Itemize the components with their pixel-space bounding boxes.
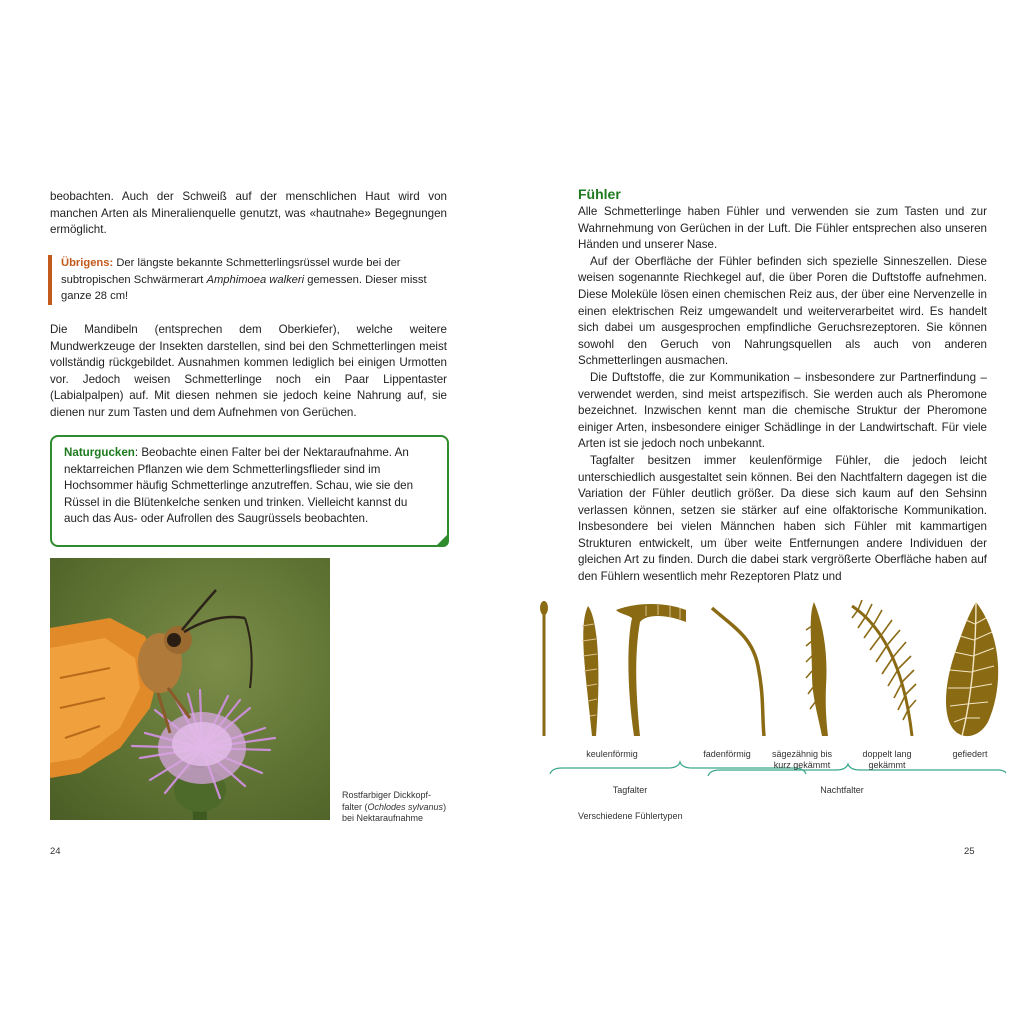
right-page — [512, 0, 1024, 1024]
uebrigens-box — [48, 255, 453, 305]
paragraph-fuehler-3: Die Duftstoffe, die zur Kommunikation – insbesondere zur Partnerfindung – verwendet werden, sind meist artspezifisch. Sie werden auch als Pheromone bezeichnet. Inzwischen kennt man die chemische Struktur der Pheromone einiger Arten, insbesondere einiger Schädlinge in der Landwirtschaft. Für viele Arten ist sie jedoch noch unbekannt. — [578, 370, 987, 451]
antenna-faden — [712, 608, 764, 736]
uebrigens-text-2: gemessen. Dieser misst ganze 28 cm! — [61, 273, 427, 303]
antenna-doppelt-gekaemmt — [852, 600, 916, 736]
caption-species: Ochlodes sylvanus — [367, 801, 444, 812]
paragraph-fuehler-2: Auf der Oberfläche der Fühler befinden sich spezielle Sinneszellen. Diese weisen sogenannte Riechkegel auf, die über Poren die Duftstoffe aufnehmen. Diese Moleküle lösen einen chemischen Reiz aus, der über eine Nervenzelle in einen elektrischen Reiz umgewandelt und weiterverarbeitet wird. Es handelt sich dabei um ausgesprochen empfindliche Geruchsrezeptoren. Sie können sowohl den Geruch von Nahrungsquellen als auch von anderen Schmetterlingen ausmachen. — [578, 254, 987, 368]
antenna-saegezaehnig — [806, 602, 828, 736]
uebrigens-text-1: Der längste bekannte Schmetterlingsrüssel wurde bei der subtropischen Schwärmerart — [61, 257, 401, 286]
caption-line-1: Rostfarbiger Dickkopf- — [342, 790, 432, 800]
section-heading: Fühler — [578, 186, 621, 202]
caption-line-2 — [342, 802, 452, 814]
butterfly-illustration — [50, 558, 330, 820]
page-number-left: 24 — [50, 846, 61, 857]
label-tagfalter: Tagfalter — [612, 785, 648, 795]
label-saegezaehnig-2: kurz gekämmt — [773, 760, 831, 770]
label-doppelt-2: gekämmt — [868, 760, 906, 770]
label-nachtfalter: Nachtfalter — [820, 785, 864, 795]
photo-caption — [342, 790, 452, 825]
label-saegezaehnig-1: sägezähnig bis — [771, 749, 833, 759]
label-doppelt-1: doppelt lang — [862, 749, 912, 759]
caption-line-3: bei Nektaraufnahme — [342, 813, 424, 823]
naturgucken-label: Naturgucken — [64, 446, 135, 459]
label-keulenfoermig: keulenförmig — [586, 749, 638, 759]
naturgucken-corner — [435, 533, 449, 547]
antenna-keulen-3 — [616, 604, 686, 736]
caption-line-2b: ) — [443, 801, 447, 812]
antenna-keulen-1 — [540, 601, 548, 736]
antenna-keulen-2 — [582, 606, 598, 736]
label-doppelt — [852, 749, 922, 771]
caption-line-2a: falter ( — [342, 801, 368, 812]
right-body-text — [578, 204, 987, 586]
naturgucken-box — [50, 435, 449, 547]
naturgucken-text: : Beobachte einen Falter bei der Nektaraufnahme. An nektarreichen Pflanzen wie dem Schmetterlingsflieder sind im Hochsommer häufig Schmetterlinge anzutreffen. Schau, wie sie den Rüssel in die Blütenkelche senken und trinken. Vielleicht kannst du auch das Aus- oder Aufrollen des Saugrüssels beobachten. — [64, 446, 414, 526]
paragraph-fuehler-1: Alle Schmetterlinge haben Fühler und verwenden sie zum Tasten und zur Wahrnehmung von Gerüchen in der Luft. Die Fühler entsprechen also unseren Händen und unserer Nase. — [578, 205, 987, 252]
label-fadenfoermig: fadenförmig — [703, 749, 751, 759]
paragraph-intro: beobachten. Auch der Schweiß auf der menschlichen Haut wird von manchen Arten als Mineralienquelle genutzt, was «hautnahe» Begegnungen ermöglicht. — [50, 190, 447, 237]
butterfly-photo — [50, 558, 330, 820]
paragraph-fuehler-4: Tagfalter besitzen immer keulenförmige Fühler, die jedoch leicht unterschiedlich ausgestaltet sein können. Bei den Nachtfaltern dagegen ist die Variation der Fühler deutlich größer. Da diese sich kaum auf den Sehsinn verlassen können, setzen sie stärker auf eine olfaktorische Kommunikation. Insbesondere bei vielen Männchen haben sich Fühler mit kammartigen Strukturen entwickelt, um über weite Entfernungen andere Individuen der gleichen Art zu finden. Durch die dabei stark vergrößerte Oberfläche haben auf den Fühlern wesentlich mehr Rezeptoren Platz und — [578, 453, 987, 584]
label-saegezaehnig — [762, 749, 842, 771]
label-gefiedert: gefiedert — [952, 749, 988, 759]
paragraph-mandibeln: Die Mandibeln (entsprechen dem Oberkiefer), welche weitere Mundwerkzeuge der Insekten darstellen, sind bei den Schmetterlingen meist vollständig rückgebildet. Ausnahmen kommen lediglich bei einigen Urmotten vor. Jedoch weisen Schmetterlinge noch ein Paar Lippentaster (Labialpalpen) auf. Mit diesen nehmen sie jedoch keine Nahrung auf, sie dienen nur zum Tasten und dem Aufnehmen von Gerüchen. — [50, 323, 447, 419]
diagram-title: Verschiedene Fühlertypen — [578, 811, 683, 821]
antenna-gefiedert — [946, 602, 998, 736]
uebrigens-species: Amphimoea walkeri — [206, 273, 305, 286]
uebrigens-label: Übrigens: — [61, 257, 114, 269]
page-number-right: 25 — [964, 846, 975, 857]
